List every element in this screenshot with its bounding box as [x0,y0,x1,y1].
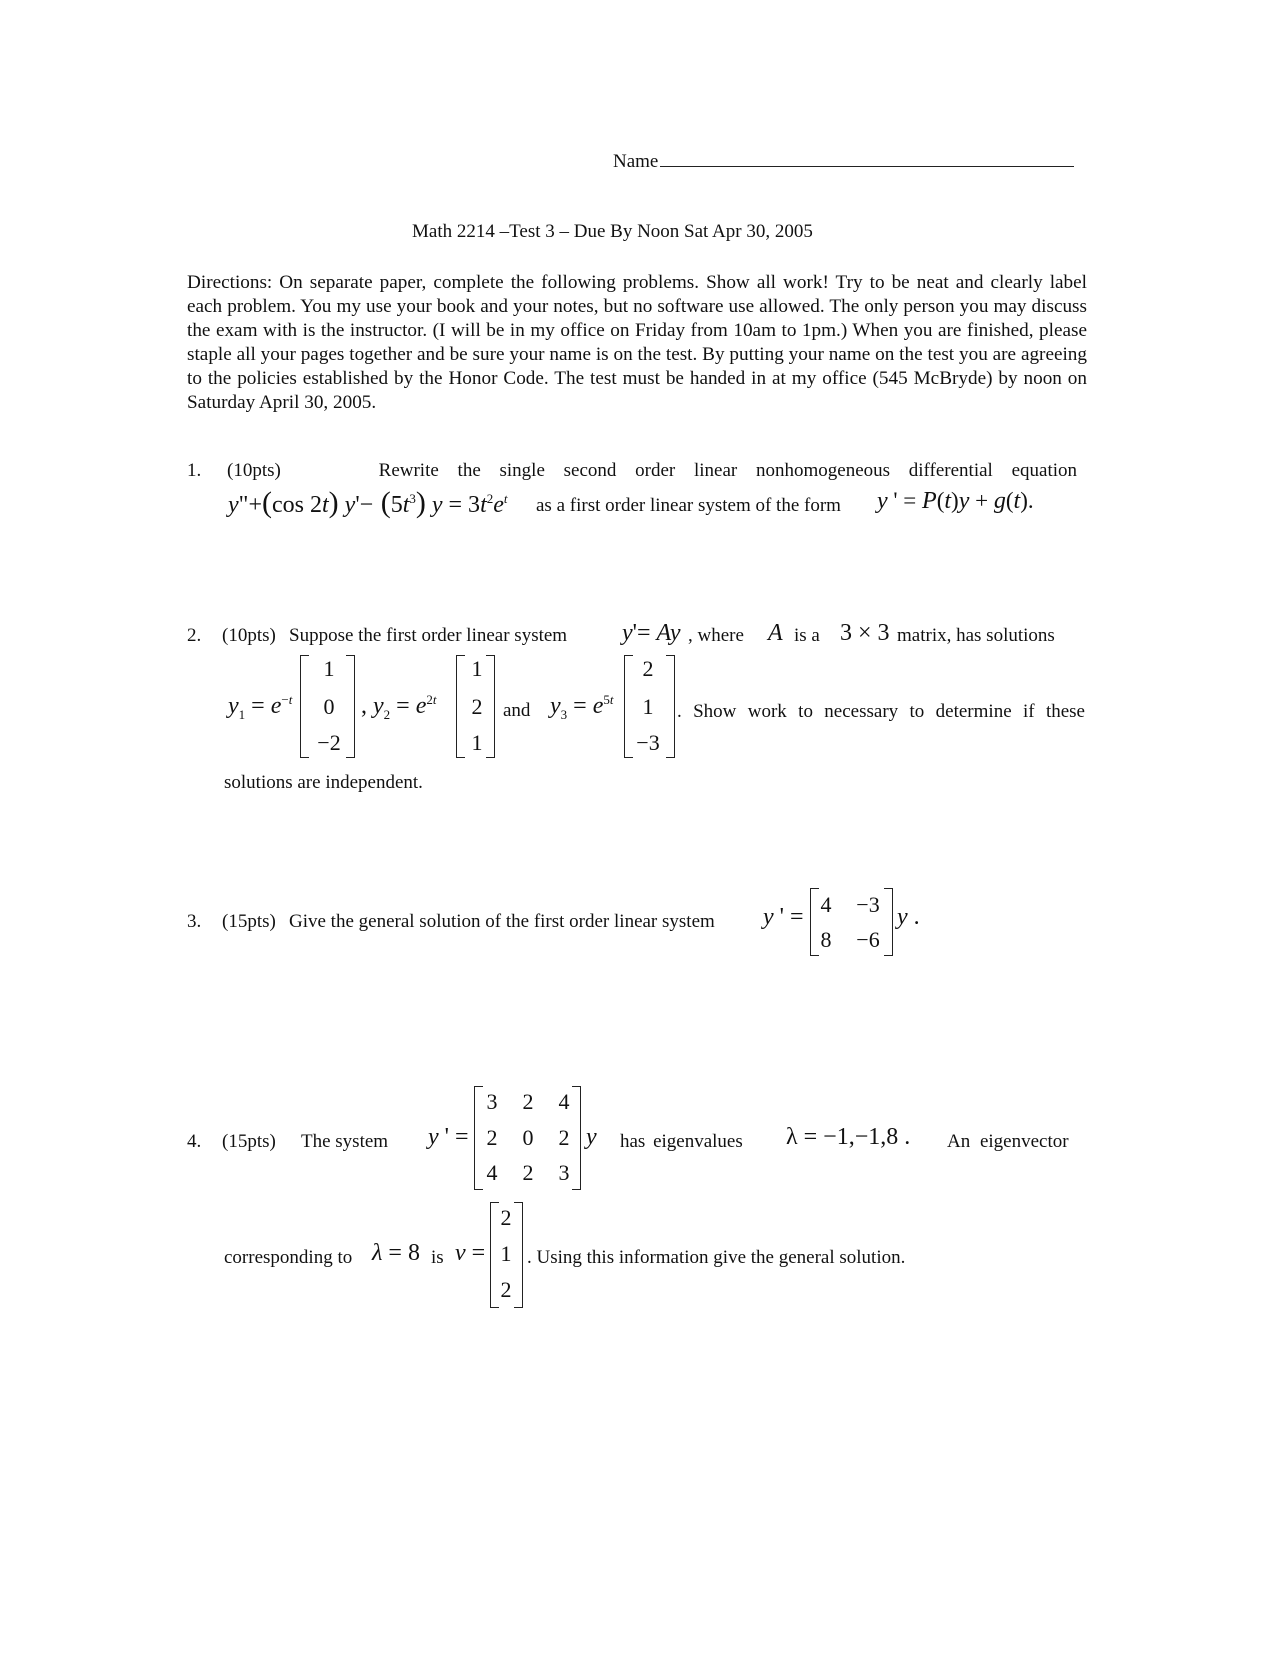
problem-4-lhs: y ' = [428,1124,469,1150]
matrix-cell: 3 [558,1160,570,1185]
right-bracket [486,655,495,758]
name-blank-line [660,148,1074,167]
matrix-cell: 4 [820,892,832,917]
eigenvector-cell: 1 [500,1241,512,1266]
vector-cell: 1 [642,694,654,719]
matrix-symbol-a: A [768,620,783,646]
right-bracket [884,888,893,956]
y3-label: $y_3 = e^{5t}$ [550,692,614,722]
right-bracket [346,655,355,758]
matrix-dimension: 3 × 3 [840,620,890,646]
problem-number: 2. [187,625,202,646]
problem-2-tail: . Show work to necessary to determine if these [677,701,1085,722]
vector-cell: −3 [636,730,660,755]
matrix-cell: 0 [522,1125,534,1150]
problem-2-text-a: Suppose the first order linear system [289,625,568,646]
problem-points: (15pts) [222,911,276,932]
problem-4-text-c: An eigenvector [947,1131,1069,1152]
problem-2-text-b: , where [688,625,744,646]
problem-number: 4. [187,1131,202,1152]
problem-4-y: y [586,1124,597,1150]
problem-number: 1. [187,460,202,481]
vector-cell: 1 [471,656,483,681]
y2-label: , $y_2 = e^{2t}$ [361,692,437,722]
eigenvector-label: v = [455,1240,486,1266]
problem-2-and: and [503,700,531,721]
problem-4-tail: . Using this information give the general solution. [527,1247,906,1268]
vector-cell: −2 [317,730,341,755]
problem-1-system-form: y ' = P(t)y + g(t). [877,488,1034,514]
problem-2-system: y'= Ay [622,620,681,646]
problem-points: (10pts) [227,460,281,481]
matrix-cell: 3 [486,1089,498,1114]
problem-points: (15pts) [222,1131,276,1152]
right-bracket [572,1086,581,1190]
problem-2-line2: solutions are independent. [224,772,423,793]
eigenvalues: λ = −1,−1,8 . [786,1124,911,1150]
problem-4-text-a: The system [301,1131,389,1152]
problem-number: 3. [187,911,202,932]
name-field [613,148,1074,174]
vector-cell: 1 [323,656,335,681]
name-label: Name [613,151,659,172]
problem-4-text-b: has eigenvalues [620,1131,743,1152]
matrix-cell: 2 [558,1125,570,1150]
right-bracket [514,1202,523,1308]
eigenvector-cell: 2 [500,1277,512,1302]
problem-1-equation: y"+(cos 2t) $y'- (5t^3) y = 3t^2e^t$ [228,486,508,519]
problem-2-text-c: is a [794,625,820,646]
vector-cell: 2 [642,656,654,681]
eigenvalue-selected: λ = 8 [372,1240,420,1266]
problem-3-rhs: y . [897,904,920,930]
vector-cell: 2 [471,694,483,719]
problem-4-line2-a: corresponding to [224,1247,353,1268]
problem-1-line1 [227,459,1077,483]
problem-1-connector: as a first order linear system of the form [536,495,841,516]
vector-cell: 0 [323,694,335,719]
exam-title: Math 2214 –Test 3 – Due By Noon Sat Apr 30, 2005 [412,221,813,242]
problem-3-text: Give the general solution of the first order linear system [289,911,715,932]
matrix-cell: 2 [486,1125,498,1150]
vector-cell: 1 [471,730,483,755]
matrix-cell: −6 [856,927,880,952]
directions-paragraph: Directions: On separate paper, complete the following problems. Show all work! Try to be neat and clearly label each problem. You my use your book and your notes, but no software use allowed. The only person you may discuss the exam with is the instructor. (I will be in my office on Friday from 10am to 1pm.) When you are finished, please staple all your pages together and be sure your name is on the test. By putting your name on the test you are agreeing to the policies established by the Honor Code. The test must be handed in at my office (545 McBryde) by noon on Saturday April 30, 2005. [187,272,1087,413]
eigenvector-cell: 2 [500,1205,512,1230]
right-bracket [666,655,675,758]
y1-label: $y_1 = e^{-t}$ [228,692,293,722]
matrix-cell: 8 [820,927,832,952]
problem-4-line2-b: is [431,1247,444,1268]
problem-1-text: Rewrite the single second order linear nonhomogeneous differential equation [378,460,1077,481]
matrix-cell: −3 [856,892,880,917]
left-bracket [300,655,309,758]
matrix-cell: 2 [522,1089,534,1114]
matrix-cell: 4 [558,1089,570,1114]
problem-2-text-d: matrix, has solutions [897,625,1055,646]
matrix-cell: 2 [522,1160,534,1185]
problem-points: (10pts) [222,625,276,646]
problem-3-lhs: y ' = [763,904,804,930]
matrix-cell: 4 [486,1160,498,1185]
